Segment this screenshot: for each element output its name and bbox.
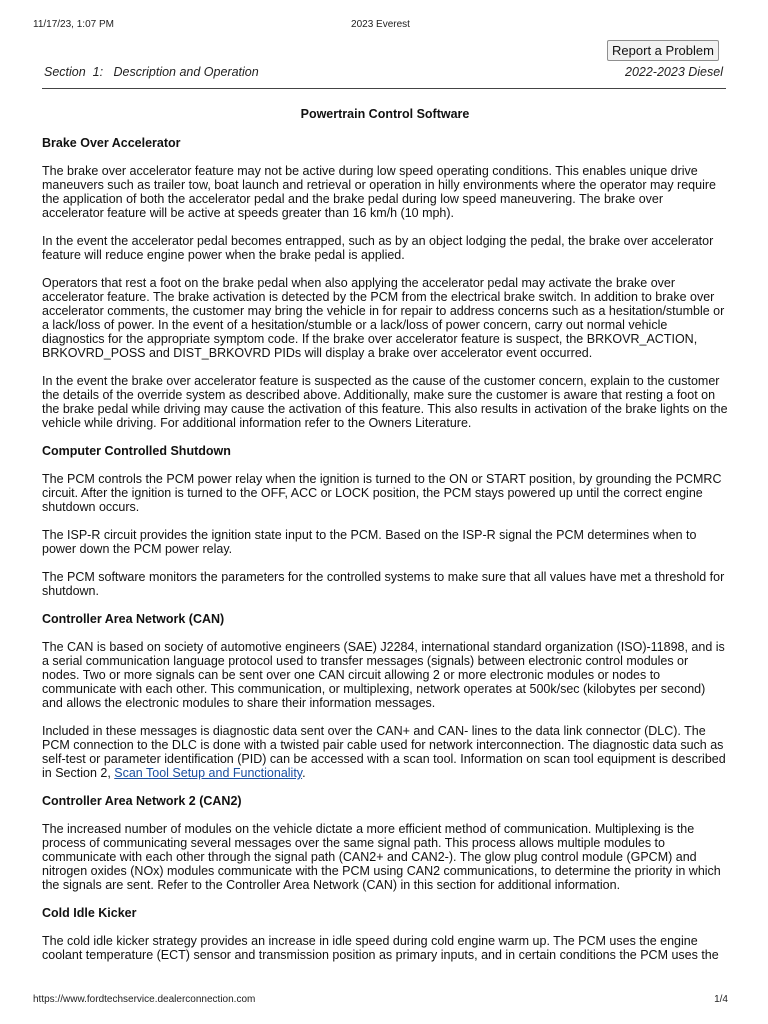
paragraph: The increased number of modules on the vehicle dictate a more efficient method of communication. Multiplexing is the process of communicating several messages over the same signal path. This process allows multiple modules to communicate with each other through the signal path (CAN2+ and CAN2-). The glow plug control module (GPCM) and nitrogen oxides (NOx) modules communicate with the PCM using CAN2 communications, to determine the priority in which the signals are sent. Refer to the Controller Area Network (CAN) in this section for additional information.: [42, 822, 721, 892]
section-label: Section 1: Description and Operation: [44, 65, 259, 79]
print-footer: [33, 994, 728, 1008]
report-problem-button[interactable]: Report a Problem: [607, 40, 719, 61]
page-title: Powertrain Control Software: [300, 107, 470, 121]
print-url: https://www.fordtechservice.dealerconnection.com: [33, 994, 256, 1005]
scan-tool-setup-link[interactable]: Scan Tool Setup and Functionality: [114, 766, 303, 780]
paragraph: The PCM software monitors the parameters for the controlled systems to make sure that all values have met a threshold for shutdown.: [42, 570, 725, 598]
heading-brake-over-accelerator: Brake Over Accelerator: [42, 136, 181, 150]
heading-computer-controlled-shutdown: Computer Controlled Shutdown: [42, 444, 231, 458]
section-header: [44, 65, 723, 81]
paragraph: The cold idle kicker strategy provides an increase in idle speed during cold engine warm up. The PCM uses the engine coolant temperature (ECT) sensor and transmission position as primary inputs, and in certain conditions the PCM uses the: [42, 934, 719, 962]
document-content: [42, 107, 728, 976]
heading-can2: Controller Area Network 2 (CAN2): [42, 794, 242, 808]
heading-can: Controller Area Network (CAN): [42, 612, 225, 626]
page-number: 1/4: [714, 994, 728, 1005]
paragraph: The PCM controls the PCM power relay when the ignition is turned to the ON or START position, by grounding the PCMRC circuit. After the ignition is turned to the OFF, ACC or LOCK position, the PCM stays powered up until the correct engine shutdown occurs.: [42, 472, 722, 514]
paragraph: Operators that rest a foot on the brake pedal when also applying the accelerator pedal may activate the brake over accelerator feature. The brake activation is detected by the PCM from the electrical brake switch. In addition to brake over accelerator comments, the customer may bring the vehicle in for repair to address concerns such as a hesitation/stumble or a lack/loss of power. In the event of a hesitation/stumble or a lack/loss of power concern, carry out normal vehicle diagnostics for the appropriate symptom code. If the brake over accelerator feature is suspect, the BRKOVR_ACTION, BRKOVRD_POSS and DIST_BRKOVRD PIDs will display a brake over accelerator event occurred.: [42, 276, 725, 360]
print-document-title: 2023 Everest: [351, 19, 410, 30]
model-year-label: 2022-2023 Diesel: [625, 65, 723, 79]
print-date: 11/17/23, 1:07 PM: [33, 19, 114, 30]
header-divider: [42, 88, 726, 89]
paragraph: [42, 724, 728, 780]
heading-cold-idle-kicker: Cold Idle Kicker: [42, 906, 137, 920]
paragraph: The brake over accelerator feature may not be active during low speed operating conditions. This enables unique drive maneuvers such as trailer tow, boat launch and retrieval or operation in hilly environments where the operator may require the application of both the accelerator pedal and the brake pedal during low speed maneuvering. The brake over accelerator feature will be active at speeds greater than 16 km/h (10 mph).: [42, 164, 716, 220]
paragraph: The ISP-R circuit provides the ignition state input to the PCM. Based on the ISP-R signal the PCM determines when to power down the PCM power relay.: [42, 528, 697, 556]
paragraph: In the event the accelerator pedal becomes entrapped, such as by an object lodging the pedal, the brake over accelerator feature will reduce engine power when the brake pedal is applied.: [42, 234, 714, 262]
print-header: [33, 19, 728, 33]
paragraph: The CAN is based on society of automotive engineers (SAE) J2284, international standard organization (ISO)-11898, and is a serial communication language protocol used to transfer messages (signals) between electronic control modules or nodes. Two or more signals can be sent over one CAN circuit allowing 2 or more electronic modules or nodes to communicate with each other. This communication, or multiplexing, network operates at 500k/sec (kilobytes per second) and allows the electronic modules to share their information messages.: [42, 640, 725, 710]
paragraph: In the event the brake over accelerator feature is suspected as the cause of the customer concern, explain to the customer the details of the override system as described above. Additionally, make sure the customer is aware that resting a foot on the brake pedal while driving may cause the activation of this feature. This also results in activation of the brake lights on the vehicle while driving. For additional information refer to the Owners Literature.: [42, 374, 728, 430]
paragraph-text: Included in these messages is diagnostic data sent over the CAN+ and CAN- lines to the data link connector (DLC). The PCM connection to the DLC is done with a twisted pair cable used for network interconnection. The diagnostic data such as self-test or parameter identification (PID) can be accessed with a scan tool. Information on scan tool equipment is described in Section 2,: [42, 724, 726, 780]
paragraph-text: .: [302, 766, 306, 780]
